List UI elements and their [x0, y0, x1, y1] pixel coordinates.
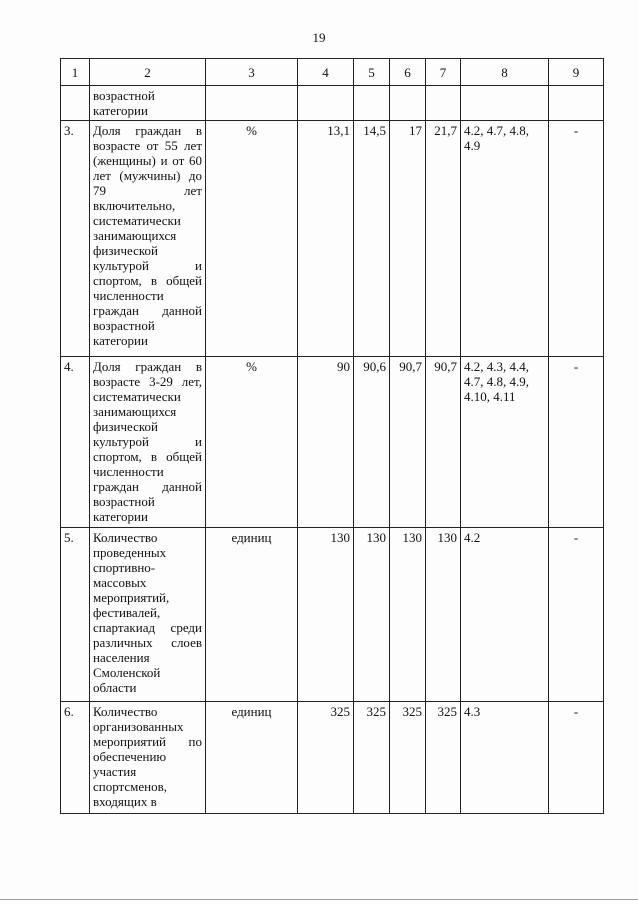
note-cell: -	[549, 121, 604, 357]
note-cell	[549, 86, 604, 121]
row-number: 4.	[61, 357, 90, 528]
header-cell: 2	[90, 59, 206, 86]
activities-cell: 4.2	[461, 528, 549, 702]
value-cell: 130	[298, 528, 354, 702]
indicators-table	[60, 58, 604, 814]
value-cell: 130	[354, 528, 390, 702]
row-number: 6.	[61, 702, 90, 814]
table-row	[61, 702, 604, 814]
header-cell: 8	[461, 59, 549, 86]
value-cell: 325	[426, 702, 461, 814]
activities-cell	[461, 86, 549, 121]
header-cell: 1	[61, 59, 90, 86]
table-row	[61, 357, 604, 528]
value-cell: 325	[298, 702, 354, 814]
value-cell: 13,1	[298, 121, 354, 357]
unit-cell: единиц	[206, 702, 298, 814]
header-row	[61, 59, 604, 86]
value-cell: 325	[354, 702, 390, 814]
value-cell: 325	[390, 702, 426, 814]
header-cell: 6	[390, 59, 426, 86]
indicator-name: Количество организованных мероприятий по обеспечению участия спортсменов, входящих в	[90, 702, 206, 814]
value-cell: 90,6	[354, 357, 390, 528]
header-cell: 5	[354, 59, 390, 86]
value-cell: 21,7	[426, 121, 461, 357]
value-cell: 90,7	[426, 357, 461, 528]
row-number: 3.	[61, 121, 90, 357]
value-cell	[298, 86, 354, 121]
value-cell: 90	[298, 357, 354, 528]
indicator-name: Доля граждан в возрасте 3-29 лет, систематически занимающихся физической культурой и спортом, в общей численности граждан данной возрастной категории	[90, 357, 206, 528]
table-row	[61, 528, 604, 702]
page-number: 19	[312, 30, 326, 45]
table-row	[61, 86, 604, 121]
unit-cell	[206, 86, 298, 121]
unit-cell: %	[206, 357, 298, 528]
value-cell	[426, 86, 461, 121]
row-number	[61, 86, 90, 121]
value-cell: 14,5	[354, 121, 390, 357]
value-cell: 17	[390, 121, 426, 357]
activities-cell: 4.3	[461, 702, 549, 814]
unit-cell: единиц	[206, 528, 298, 702]
page-edge-line	[0, 899, 638, 900]
note-cell: -	[549, 702, 604, 814]
header-cell: 9	[549, 59, 604, 86]
value-cell: 90,7	[390, 357, 426, 528]
header-cell: 3	[206, 59, 298, 86]
value-cell: 130	[426, 528, 461, 702]
activities-cell: 4.2, 4.7, 4.8, 4.9	[461, 121, 549, 357]
note-cell: -	[549, 528, 604, 702]
value-cell	[354, 86, 390, 121]
row-number: 5.	[61, 528, 90, 702]
value-cell	[390, 86, 426, 121]
indicator-name: возрастной категории	[90, 86, 206, 121]
value-cell: 130	[390, 528, 426, 702]
activities-cell: 4.2, 4.3, 4.4, 4.7, 4.8, 4.9, 4.10, 4.11	[461, 357, 549, 528]
indicator-name: Количество проведенных спортивно-массовых мероприятий, фестивалей, спартакиад среди различных слоев населения Смоленской области	[90, 528, 206, 702]
note-cell: -	[549, 357, 604, 528]
unit-cell: %	[206, 121, 298, 357]
table-row	[61, 121, 604, 357]
header-cell: 7	[426, 59, 461, 86]
indicator-name: Доля граждан в возрасте от 55 лет (женщины) и от 60 лет (мужчины) до 79 лет включительно, систематически занимающихся физической культурой и спортом, в общей численности граждан данной возрастной категории	[90, 121, 206, 357]
header-cell: 4	[298, 59, 354, 86]
